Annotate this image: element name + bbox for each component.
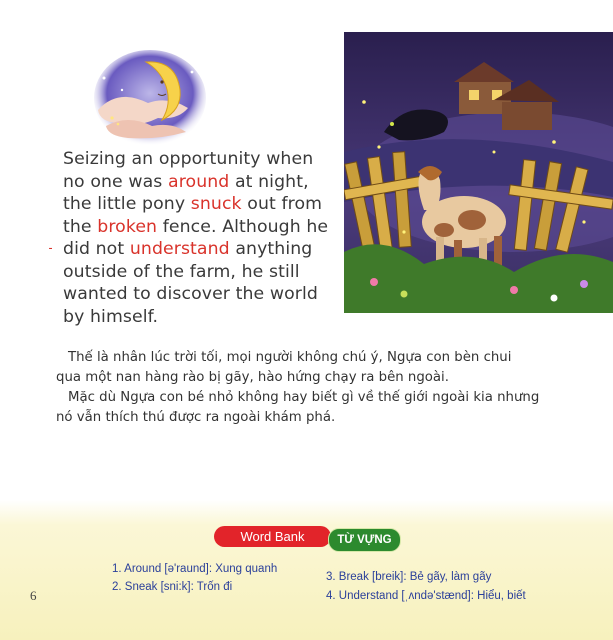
- story-line: [63, 193, 345, 216]
- story-text: [63, 148, 345, 328]
- translation-line: Mặc dù Ngựa con bé nhỏ không hay biết gì về thế giới ngoài kia nhưng: [68, 390, 540, 405]
- translation-line: qua một nan hàng rào bị gãy, hào hứng chạy ra bên ngoài.: [56, 370, 449, 385]
- vocab-item: 4. Understand [ˌʌndə'stænd]: Hiểu, biết: [326, 590, 526, 602]
- story-segment: by himself.: [63, 306, 159, 327]
- story-segment: out from: [241, 194, 323, 214]
- story-segment: outside of the farm, he still: [63, 261, 300, 282]
- moon-illustration: [88, 48, 206, 148]
- story-segment: the little pony: [63, 194, 191, 214]
- story-segment: Seizing an opportunity when: [63, 149, 314, 169]
- page-number: 6: [30, 588, 37, 603]
- story-line: [63, 306, 345, 329]
- word-bank-label: Word Bank: [214, 526, 331, 547]
- story-segment: anything: [229, 239, 313, 259]
- translation-line: Thế là nhân lúc trời tối, mọi người không chú ý, Ngựa con bèn chui: [68, 350, 512, 365]
- vocab-item: 2. Sneak [sni:k]: Trốn đi: [112, 581, 233, 593]
- highlighted-word: broken: [97, 216, 158, 237]
- story-line: [63, 238, 345, 261]
- vocabulary-label: TỪ VỰNG: [328, 528, 401, 552]
- word-bank-band: [0, 500, 613, 640]
- highlighted-word: around: [168, 171, 230, 192]
- highlighted-word: understand: [129, 239, 230, 259]
- story-segment: wanted to discover the world: [63, 284, 318, 304]
- margin-mark-icon: ⁃: [48, 244, 53, 255]
- story-segment: no one was: [63, 171, 168, 192]
- vocab-item: 3. Break [breik]: Bẻ gãy, làm gãy: [326, 571, 492, 583]
- story-segment: fence. Although he: [157, 216, 329, 237]
- pony-illustration: [344, 32, 613, 313]
- translation-text: [56, 348, 596, 428]
- story-segment: did not: [63, 239, 130, 259]
- story-line: [63, 283, 345, 306]
- vocab-item: 1. Around [ə'raund]: Xung quanh: [112, 563, 278, 575]
- story-segment: at night,: [229, 171, 309, 192]
- story-line: [63, 148, 345, 171]
- story-line: [63, 216, 345, 239]
- translation-line: nó vẫn thích thú được ra ngoài khám phá.: [56, 410, 336, 425]
- highlighted-word: snuck: [190, 194, 242, 214]
- story-line: [63, 171, 345, 194]
- story-line: [63, 261, 345, 284]
- story-segment: the: [63, 216, 98, 237]
